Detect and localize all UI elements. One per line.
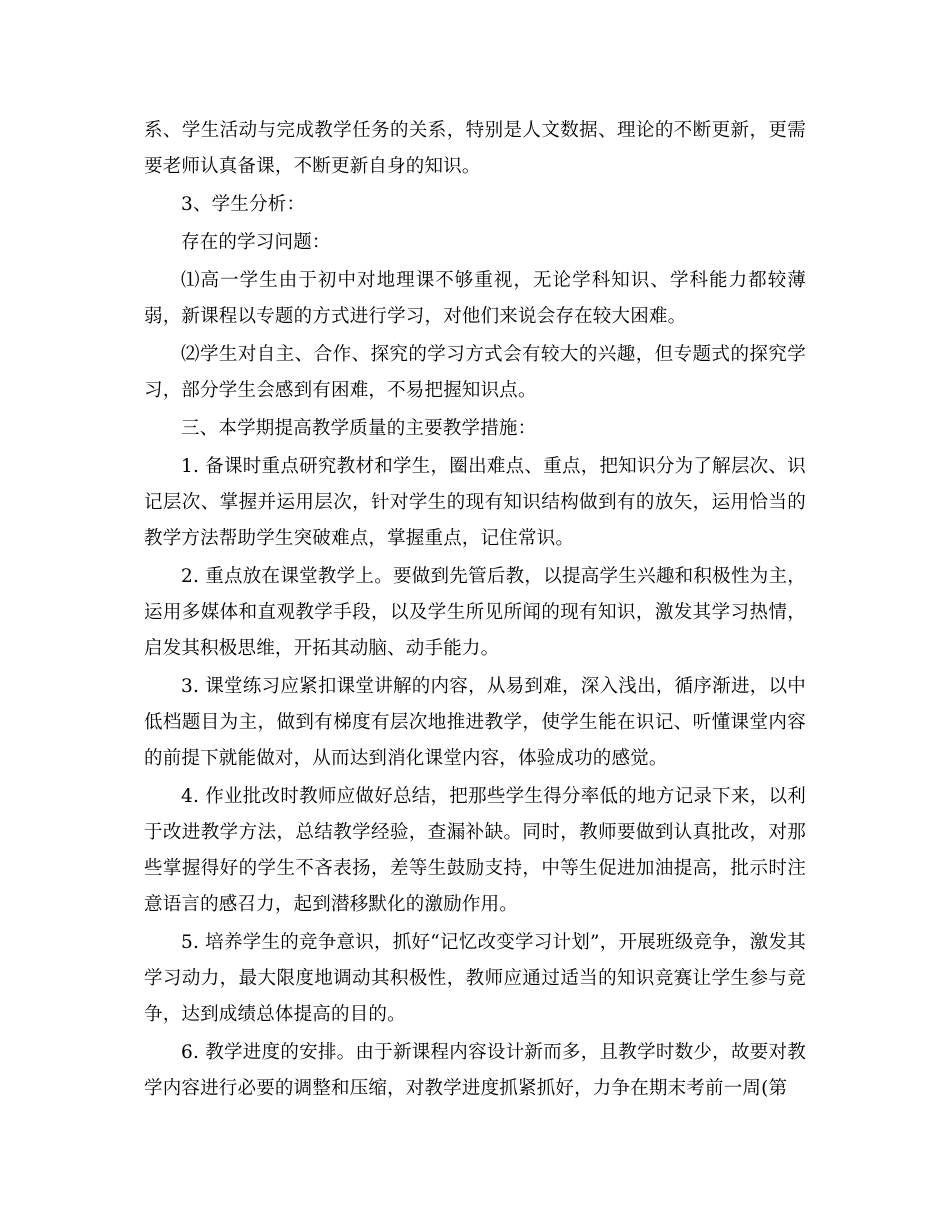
paragraph-measure-3: 3. 课堂练习应紧扣课堂讲解的内容，从易到难，深入浅出，循序渐进，以中低档题目为主，做到有梯度有层次地推进教学，使学生能在识记、听懂课堂内容的前提下就能做对，从而达到消化课堂内容，体验成功的感觉。 [144, 676, 806, 769]
heading-student-analysis: 3、学生分析： [181, 194, 306, 215]
paragraph-continuation: 系、学生活动与完成教学任务的关系，特别是人文数据、理论的不断更新，更需要老师认真备课，不断更新自身的知识。 [144, 120, 806, 177]
paragraph-measure-6: 6. 教学进度的安排。由于新课程内容设计新而多，且教学时数少，故要对教学内容进行必要的调整和压缩，对教学进度抓紧抓好，力争在期末考前一周(第 [144, 1042, 806, 1099]
document-body [144, 113, 806, 1109]
paragraph-measure-4: 4. 作业批改时教师应做好总结，把那些学生得分率低的地方记录下来，以利于改进教学方法，总结教学经验，查漏补缺。同时，教师要做到认真批改，对那些掌握得好的学生不吝表扬，差等生鼓励支持，中等生促进加油提高，批示时注意语言的感召力，起到潜移默化的激励作用。 [144, 786, 806, 915]
paragraph-problem-1: ⑴高一学生由于初中对地理课不够重视，无论学科知识、学科能力都较薄弱，新课程以专题的方式进行学习，对他们来说会存在较大困难。 [144, 270, 806, 327]
paragraph-measure-2: 2. 重点放在课堂教学上。要做到先管后教，以提高学生兴趣和积极性为主，运用多媒体和直观教学手段，以及学生所见所闻的现有知识，激发其学习热情，启发其积极思维，开拓其动脑、动手能力。 [144, 566, 806, 659]
paragraph-measure-1: 1. 备课时重点研究教材和学生，圈出难点、重点，把知识分为了解层次、识记层次、掌握并运用层次，针对学生的现有知识结构做到有的放矢，运用恰当的教学方法帮助学生突破难点，掌握重点，记住常识。 [144, 456, 806, 549]
paragraph-problem-2: ⑵学生对自主、合作、探究的学习方式会有较大的兴趣，但专题式的探究学习，部分学生会感到有困难，不易把握知识点。 [144, 344, 806, 401]
paragraph-measure-5: 5. 培养学生的竞争意识，抓好“记忆改变学习计划”，开展班级竞争，激发其学习动力，最大限度地调动其积极性，教师应通过适当的知识竞赛让学生参与竞争，达到成绩总体提高的目的。 [144, 932, 806, 1025]
heading-teaching-measures: 三、本学期提高教学质量的主要教学措施： [181, 418, 537, 439]
heading-learning-problems: 存在的学习问题： [181, 232, 331, 253]
